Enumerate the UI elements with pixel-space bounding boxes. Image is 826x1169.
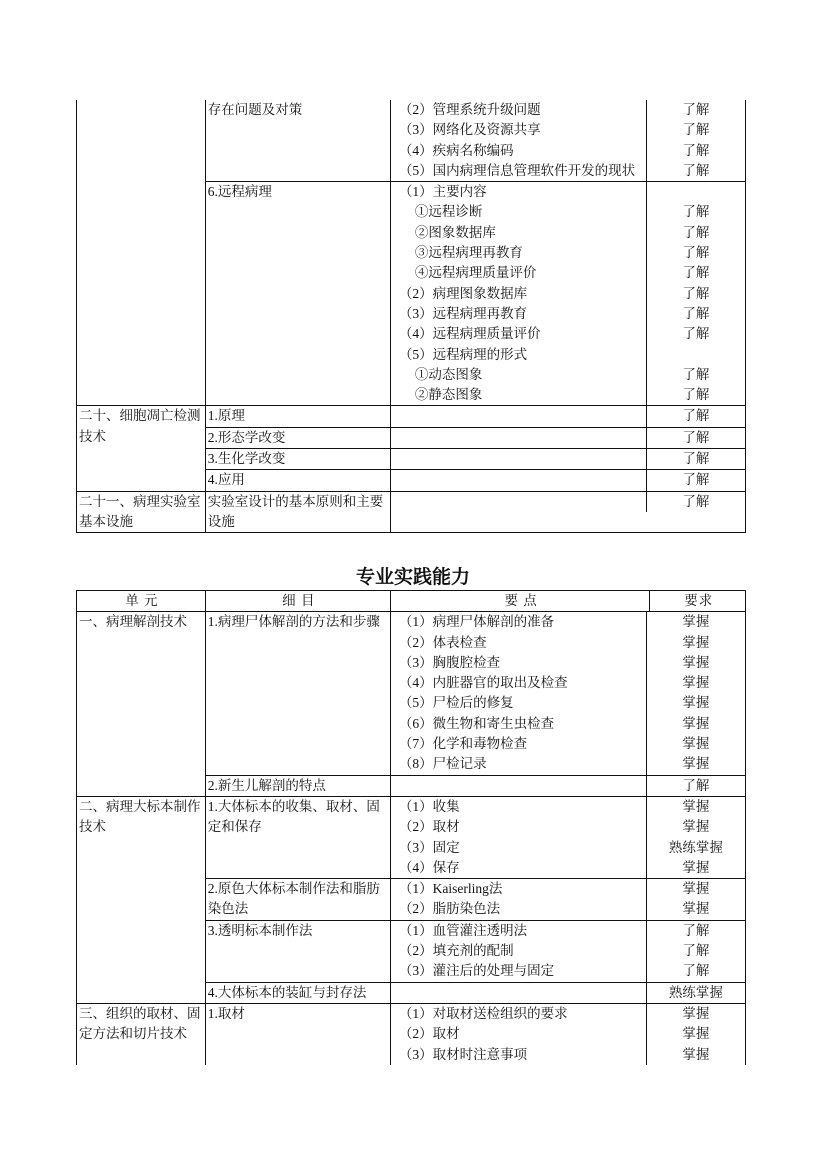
point-row xyxy=(391,858,745,878)
point-row xyxy=(391,449,745,469)
point-row xyxy=(391,633,745,653)
point-text: （2）取材 xyxy=(391,817,647,837)
point-text: （2）填充剂的配制 xyxy=(391,941,647,961)
point-row xyxy=(391,120,745,140)
point-row xyxy=(391,263,745,283)
point-text: （3）网络化及资源共享 xyxy=(391,120,647,140)
point-row xyxy=(391,345,745,365)
requirement-level: 了解 xyxy=(682,162,710,178)
requirement-level xyxy=(647,345,745,365)
requirement-level: 掌握 xyxy=(682,654,710,670)
requirement-level: 了解 xyxy=(682,451,710,467)
unit-cell: 二十、细胞凋亡检测技术 xyxy=(77,406,206,491)
point-text: ④远程病理质量评价 xyxy=(391,263,647,283)
point-text: ②静态图象 xyxy=(391,385,647,405)
point-text: （3）取材时注意事项 xyxy=(391,1045,647,1065)
requirement-level: 了解 xyxy=(682,204,710,220)
points-cell xyxy=(390,612,745,775)
points-cell xyxy=(390,796,745,878)
detail-cell: 2.新生儿解剖的特点 xyxy=(205,775,390,796)
point-row xyxy=(391,470,745,490)
point-text: （1）收集 xyxy=(391,797,647,817)
point-row xyxy=(391,161,745,181)
point-text: （2）体表检查 xyxy=(391,633,647,653)
point-text: （4）疾病名称编码 xyxy=(391,141,647,161)
requirement-level: 了解 xyxy=(682,122,710,138)
point-text: （1）对取材送检组织的要求 xyxy=(391,1004,647,1024)
detail-cell: 4.大体标本的装缸与封存法 xyxy=(205,982,390,1003)
detail-cell: 6.远程病理 xyxy=(205,182,390,406)
syllabus-table-continued xyxy=(76,100,746,533)
requirement-level: 掌握 xyxy=(682,695,710,711)
table-row xyxy=(77,406,746,427)
point-text xyxy=(391,492,647,512)
requirement-level: 掌握 xyxy=(682,675,710,691)
requirement-level: 掌握 xyxy=(682,614,710,630)
requirement-level: 掌握 xyxy=(682,634,710,650)
point-text xyxy=(391,470,647,490)
requirement-level: 掌握 xyxy=(682,901,710,917)
point-text: （6）微生物和寄生虫检查 xyxy=(391,714,647,734)
points-cell xyxy=(390,491,745,533)
requirement-level: 掌握 xyxy=(682,756,710,772)
requirement-level: 熟练掌握 xyxy=(668,839,723,855)
syllabus-table-practice xyxy=(76,590,746,1065)
column-header: 细 目 xyxy=(205,591,390,612)
point-row xyxy=(391,693,745,713)
point-text: ①远程诊断 xyxy=(391,202,647,222)
point-row xyxy=(391,941,745,961)
points-cell xyxy=(390,427,745,448)
point-row xyxy=(391,406,745,426)
point-text xyxy=(391,428,647,448)
requirement-level: 了解 xyxy=(682,265,710,281)
detail-cell: 3.透明标本制作法 xyxy=(205,920,390,982)
requirement-level: 了解 xyxy=(682,285,710,301)
detail-cell: 存在问题及对策 xyxy=(205,100,390,182)
unit-cell: 三、组织的取材、固定方法和切片技术 xyxy=(77,1003,206,1064)
requirement-level: 了解 xyxy=(682,142,710,158)
point-text: （2）取材 xyxy=(391,1024,647,1044)
points-cell xyxy=(390,1003,745,1064)
points-cell xyxy=(390,406,745,427)
requirement-level: 了解 xyxy=(682,943,710,959)
point-text: （3）胸腹腔检查 xyxy=(391,653,647,673)
requirement-level: 掌握 xyxy=(682,798,710,814)
requirement-level: 了解 xyxy=(682,408,710,424)
detail-cell: 1.取材 xyxy=(205,1003,390,1064)
points-cell xyxy=(390,982,745,1003)
requirement-level: 了解 xyxy=(682,472,710,488)
point-text: （2）脂肪染色法 xyxy=(391,899,647,919)
point-text: （1）病理尸体解剖的准备 xyxy=(391,612,647,632)
point-text: （7）化学和毒物检查 xyxy=(391,734,647,754)
point-text: （4）远程病理质量评价 xyxy=(391,324,647,344)
point-row xyxy=(391,899,745,919)
point-text: （5）国内病理信息管理软件开发的现状 xyxy=(391,161,647,181)
point-text: ②图象数据库 xyxy=(391,223,647,243)
point-row xyxy=(391,776,745,796)
requirement-level: 了解 xyxy=(682,102,710,117)
unit-cell xyxy=(77,100,206,406)
column-header: 要求 xyxy=(650,591,746,612)
point-text: （1）主要内容 xyxy=(391,182,647,202)
requirement-level: 了解 xyxy=(682,493,710,509)
point-row xyxy=(391,983,745,1003)
requirement-level: 掌握 xyxy=(682,819,710,835)
point-row xyxy=(391,714,745,734)
requirement-level: 了解 xyxy=(682,224,710,240)
point-text xyxy=(391,449,647,469)
points-cell xyxy=(390,879,745,921)
points-cell xyxy=(390,449,745,470)
point-text: （3）固定 xyxy=(391,838,647,858)
table-row xyxy=(77,491,746,533)
point-row xyxy=(391,921,745,941)
detail-cell: 2.形态学改变 xyxy=(205,427,390,448)
requirement-level: 了解 xyxy=(682,922,710,938)
requirement-level: 掌握 xyxy=(682,881,710,897)
table-header-row xyxy=(77,591,746,612)
requirement-level: 了解 xyxy=(682,366,710,382)
unit-cell: 一、病理解剖技术 xyxy=(77,612,206,797)
requirement-level: 了解 xyxy=(682,963,710,979)
point-row xyxy=(391,754,745,774)
detail-cell: 1.病理尸体解剖的方法和步骤 xyxy=(205,612,390,775)
points-cell xyxy=(390,470,745,491)
detail-cell: 2.原色大体标本制作法和脂肪染色法 xyxy=(205,879,390,921)
point-row xyxy=(391,428,745,448)
point-row xyxy=(391,1045,745,1065)
point-text: （4）内脏器官的取出及检查 xyxy=(391,673,647,693)
detail-cell: 实验室设计的基本原则和主要设施 xyxy=(205,491,390,533)
point-row xyxy=(391,324,745,344)
detail-cell: 3.生化学改变 xyxy=(205,449,390,470)
point-row xyxy=(391,141,745,161)
point-text: （1）血管灌注透明法 xyxy=(391,921,647,941)
requirement-level: 掌握 xyxy=(682,1005,710,1021)
point-text: ③远程病理再教育 xyxy=(391,243,647,263)
point-row xyxy=(391,284,745,304)
detail-cell: 1.大体标本的收集、取材、固定和保存 xyxy=(205,796,390,878)
point-row xyxy=(391,797,745,817)
point-row xyxy=(391,365,745,385)
requirement-level: 了解 xyxy=(682,305,710,321)
requirement-level: 了解 xyxy=(682,387,710,403)
requirement-level: 了解 xyxy=(682,326,710,342)
point-text xyxy=(391,776,647,796)
point-text: （2）病理图象数据库 xyxy=(391,284,647,304)
point-row xyxy=(391,243,745,263)
detail-cell: 4.应用 xyxy=(205,470,390,491)
requirement-level: 了解 xyxy=(682,429,710,445)
point-row xyxy=(391,961,745,981)
section-title: 专业实践能力 xyxy=(355,566,470,588)
points-cell xyxy=(390,920,745,982)
requirement-level: 了解 xyxy=(682,245,710,261)
point-row xyxy=(391,612,745,632)
column-header: 单 元 xyxy=(77,591,206,612)
point-text: （3）灌注后的处理与固定 xyxy=(391,961,647,981)
requirement-level xyxy=(647,182,745,202)
unit-cell: 二、病理大标本制作技术 xyxy=(77,796,206,1003)
point-row xyxy=(391,202,745,222)
point-text: ①动态图象 xyxy=(391,365,647,385)
table-row xyxy=(77,100,746,182)
column-header: 要 点 xyxy=(390,591,650,612)
point-text: （1）Kaiserling法 xyxy=(391,879,647,899)
requirement-level: 了解 xyxy=(682,777,710,793)
table-row xyxy=(77,796,746,878)
point-row xyxy=(391,1004,745,1024)
point-row xyxy=(391,653,745,673)
point-text xyxy=(391,983,647,1003)
points-cell xyxy=(390,775,745,796)
point-row xyxy=(391,838,745,858)
point-row xyxy=(391,304,745,324)
points-cell xyxy=(390,100,745,182)
requirement-level: 熟练掌握 xyxy=(668,984,723,1000)
point-text xyxy=(391,406,647,426)
point-text: （8）尸检记录 xyxy=(391,754,647,774)
table-row xyxy=(77,1003,746,1064)
point-row xyxy=(391,734,745,754)
table-row xyxy=(77,612,746,775)
point-text: （3）远程病理再教育 xyxy=(391,304,647,324)
point-text: （4）保存 xyxy=(391,858,647,878)
requirement-level: 掌握 xyxy=(682,859,710,875)
point-row xyxy=(391,879,745,899)
requirement-level: 掌握 xyxy=(682,715,710,731)
point-row xyxy=(391,1024,745,1044)
point-row xyxy=(391,182,745,202)
point-row xyxy=(391,100,745,120)
point-text: （5）尸检后的修复 xyxy=(391,693,647,713)
points-cell xyxy=(390,182,745,406)
unit-cell: 二十一、病理实验室基本设施 xyxy=(77,491,206,533)
point-row xyxy=(391,673,745,693)
point-row xyxy=(391,492,745,512)
point-row xyxy=(391,223,745,243)
requirement-level: 掌握 xyxy=(682,736,710,752)
point-row xyxy=(391,385,745,405)
point-row xyxy=(391,817,745,837)
requirement-level: 掌握 xyxy=(682,1026,710,1042)
point-text: （2）管理系统升级问题 xyxy=(391,100,647,120)
requirement-level: 掌握 xyxy=(682,1046,710,1062)
point-text: （5）远程病理的形式 xyxy=(391,345,647,365)
detail-cell: 1.原理 xyxy=(205,406,390,427)
